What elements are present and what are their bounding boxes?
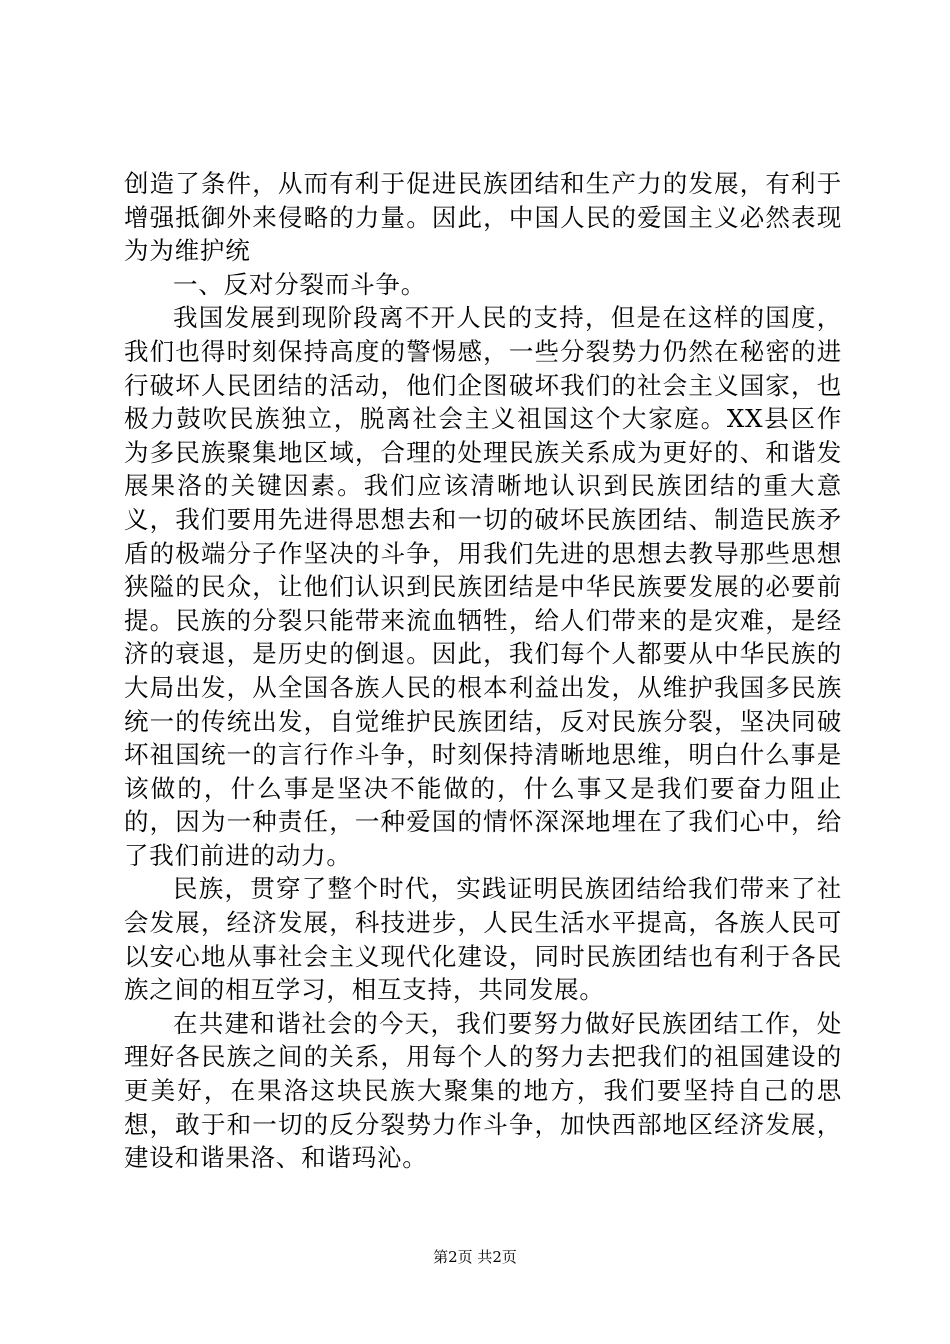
section-heading: 一、反对分裂而斗争。 bbox=[173, 269, 426, 299]
paragraph: 民族，贯穿了整个时代，实践证明民族团结给我们带来了社会发展，经济发展，科技进步，人民生活水平提高，各族人民可以安心地从事社会主义现代化建设，同时民族团结也有利于各民族之间的相互学习，相互支持，共同发展。 bbox=[124, 874, 842, 1005]
page-number-footer: 第2页 共2页 bbox=[433, 1248, 517, 1266]
paragraph: 在共建和谐社会的今天，我们要努力做好民族团结工作，处理好各民族之间的关系，用每个人的努力去把我们的祖国建设的更美好，在果洛这块民族大聚集的地方，我们要坚持自己的思想，敢于和一切的反分裂势力作斗争，加快西部地区经济发展，建设和谐果洛、和谐玛沁。 bbox=[124, 1008, 842, 1173]
paragraph-continuation: 创造了条件，从而有利于促进民族团结和生产力的发展，有利于增强抵御外来侵略的力量。因此，中国人民的爱国主义必然表现为为维护统 bbox=[124, 169, 842, 266]
document-body bbox=[124, 167, 842, 1175]
paragraph: 我国发展到现阶段离不开人民的支持，但是在这样的国度，我们也得时刻保持高度的警惕感，一些分裂势力仍然在秘密的进行破坏人民团结的活动，他们企图破坏我们的社会主义国家，也极力鼓吹民族独立，脱离社会主义祖国这个大家庭。XX县区作为多民族聚集地区域，合理的处理民族关系成为更好的、和谐发展果洛的关键因素。我们应该清晰地认识到民族团结的重大意义，我们要用先进得思想去和一切的破坏民族团结、制造民族矛盾的极端分子作坚决的斗争，用我们先进的思想去教导那些思想狭隘的民众，让他们认识到民族团结是中华民族要发展的必要前提。民族的分裂只能带来流血牺牲，给人们带来的是灾难，是经济的衰退，是历史的倒退。因此，我们每个人都要从中华民族的大局出发，从全国各族人民的根本利益出发，从维护我国多民族统一的传统出发，自觉维护民族团结，反对民族分裂，坚决同破坏祖国统一的言行作斗争，时刻保持清晰地思维，明白什么事是该做的，什么事是坚决不能做的，什么事又是我们要奋力阻止的，因为一种责任，一种爱国的情怀深深地埋在了我们心中，给了我们前进的动力。 bbox=[124, 303, 842, 870]
